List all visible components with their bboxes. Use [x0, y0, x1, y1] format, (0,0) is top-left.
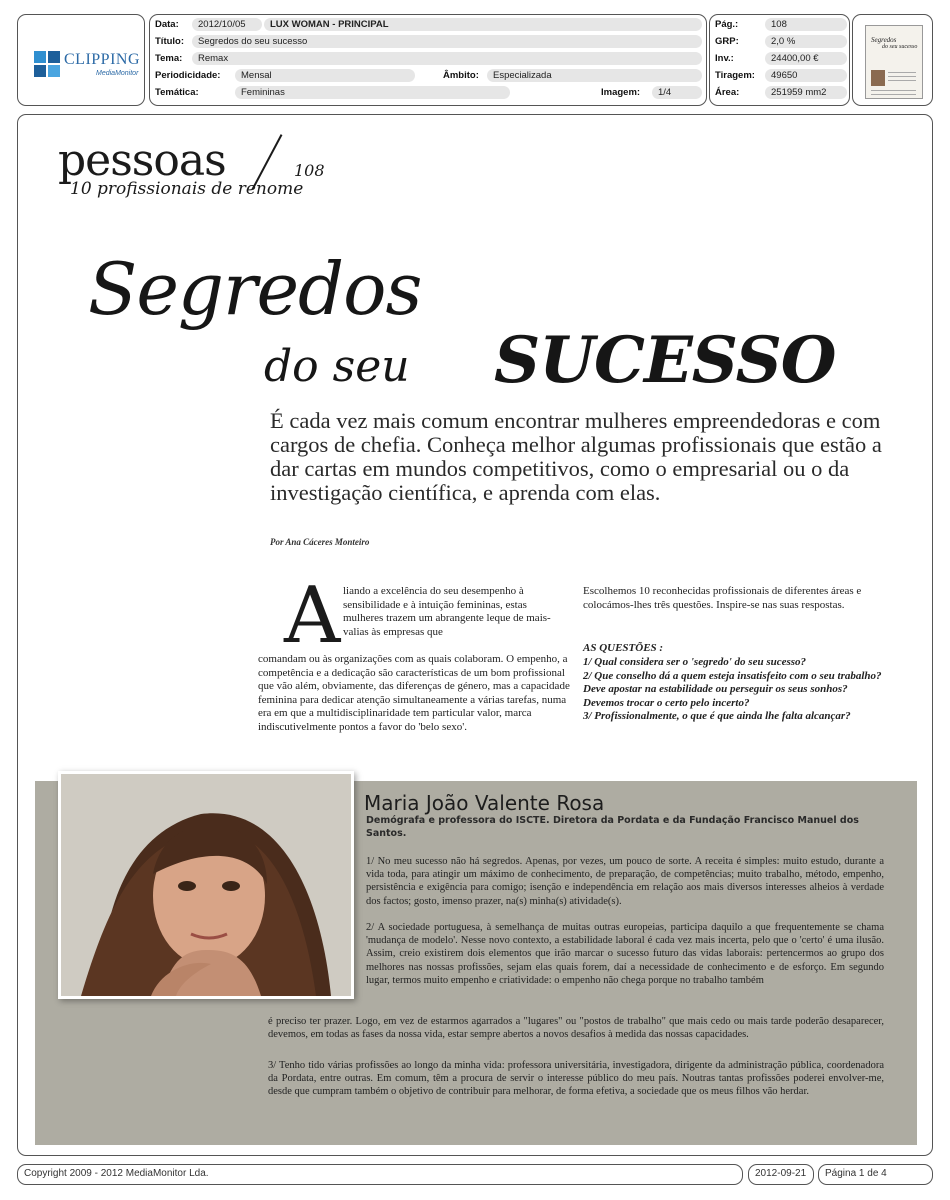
meta-row-tema: [153, 52, 703, 66]
thumbnail-photo: [871, 70, 885, 86]
stat-row-pag: [713, 18, 849, 32]
imagem-label: Imagem:: [601, 87, 641, 98]
grp-label: GRP:: [715, 36, 739, 47]
periodicidade-value: Mensal: [235, 69, 415, 82]
clipping-stats-panel: [709, 14, 850, 106]
thumbnail-subtitle: do seu sucesso: [882, 44, 918, 50]
profile-answer-2-continued: é preciso ter prazer. Logo, em vez de estarmos agarrados a "lugares" ou "postos de trabalho" que mais cedo ou mais tarde poderão desaparecer, devemos, em todas as fases da nossa vida, estar sempre abertos a novos desafios à medida das nossas capacidades.: [268, 1016, 884, 1041]
titulo-label: Título:: [155, 36, 185, 47]
grp-value: 2,0 %: [765, 35, 847, 48]
section-title: pessoas: [58, 135, 226, 186]
logo-icon: [34, 51, 60, 77]
portrait-photo: [58, 771, 354, 999]
question-item: 1/ Qual considera ser o 'segredo' do seu sucesso?: [583, 656, 807, 668]
footer-copyright-box: [17, 1164, 743, 1185]
periodicidade-label: Periodicidade:: [155, 70, 221, 81]
page-thumbnail[interactable]: [865, 25, 923, 99]
questions-heading: AS QUESTÕES :: [583, 642, 664, 654]
article-lead: É cada vez mais comum encontrar mulheres empreendedoras e com cargos de chefia. Conheça melhor algumas profissionais que estão a dar cartas em mundos competitivos, como o empresarial ou o da investigação científica, e aprenda com elas.: [270, 408, 882, 505]
thumbnail-title: Segredos: [871, 36, 897, 44]
footer-page-indicator: Página 1 de 4: [825, 1168, 887, 1179]
data-label: Data:: [155, 19, 179, 30]
publication-name: LUX WOMAN - PRINCIPAL: [264, 18, 702, 31]
question-item: 2/ Que conselho dá a quem esteja insatisfeito com o seu trabalho? Deve apostar na estabilidade ou perseguir os seus sonhos? Devemos trocar o certo pelo incerto?: [583, 669, 882, 709]
tema-value: Remax: [192, 52, 702, 65]
ambito-value: Especializada: [487, 69, 702, 82]
tema-label: Tema:: [155, 53, 183, 64]
clipping-logo-panel: [17, 14, 145, 106]
inv-label: Inv.:: [715, 53, 734, 64]
footer-copyright: Copyright 2009 - 2012 MediaMonitor Lda.: [24, 1168, 209, 1179]
section-subtitle: 10 profissionais de renome: [70, 179, 304, 199]
profile-role: Demógrafa e professora do ISCTE. Diretora da Pordata e da Fundação Francisco Manuel dos Santos.: [366, 815, 859, 839]
stat-row-inv: [713, 52, 849, 66]
headline-line-2: do seu: [264, 341, 410, 392]
tiragem-value: 49650: [765, 69, 847, 82]
area-value: 251959 mm2: [765, 86, 847, 99]
article-byline: Por Ana Cáceres Monteiro: [270, 537, 370, 547]
logo-text: CLIPPING: [64, 51, 141, 68]
tematica-value: Femininas: [235, 86, 510, 99]
stat-row-tiragem: [713, 69, 849, 83]
tiragem-label: Tiragem:: [715, 70, 755, 81]
intro-column-1-bottom: comandam ou às organizações com as quais colaboram. O empenho, a competência e a dedicação são características de um bom profissional que vão além, obviamente, das diferenças de género, mas a capacidade feminina para dedicar atenção simultaneamente a várias tarefas, numa era em que a multidisciplinaridade tem particular valor, marca indiscutivelmente pontos a favor do 'belo sexo'.: [258, 653, 570, 733]
area-label: Área:: [715, 87, 740, 98]
ambito-label: Âmbito:: [443, 70, 479, 81]
meta-row-periodicidade: [153, 69, 703, 83]
profile-answer-1: 1/ No meu sucesso não há segredos. Apenas, por vezes, um pouco de sorte. A receita é simples: muito estudo, durante a vida toda, para atingir um máximo de conhecimento, de preparação, de competências; muito trabalho, método, empenho, persistência e exigência para comigo; isenção e independência em relação aos mais diversos interesses alheios à verdade dos factos; gosto, imenso prazer, na(s) minha(s) atividade(s).: [366, 856, 884, 907]
stat-row-area: [713, 86, 849, 100]
imagem-value: 1/4: [652, 86, 702, 99]
stat-row-grp: [713, 35, 849, 49]
profile-answer-3: 3/ Tenho tido várias profissões ao longo da minha vida: professora universitária, investigadora, dirigente da administração pública, coordenadora da Pordata, entre outras. Em comum, têm a procura de servir o interesse público do meu país. Noutras tantas profissões poderei envolver-me, desde que cumpram também o objetivo de contribuir para melhorar, de forma efetiva, a sociedade que os meus filhos vão herdar.: [268, 1060, 884, 1098]
headline-line-1: Segredos: [88, 247, 422, 331]
drop-cap: A: [284, 571, 341, 661]
pag-label: Pág.:: [715, 19, 739, 30]
article-clipping: [17, 114, 933, 1156]
intro-column-1-top: liando a excelência do seu desempenho à sensibilidade e à intuição femininas, estas mulheres trazem um abrangente leque de mais-valias às empresas que: [343, 585, 551, 638]
data-value: 2012/10/05: [192, 18, 262, 31]
intro-column-2: Escolhemos 10 reconhecidas profissionais de diferentes áreas e colocámos-lhes três questões. Inspire-se nas suas respostas.: [583, 585, 862, 611]
tematica-label: Temática:: [155, 87, 199, 98]
footer-date: 2012-09-21: [755, 1168, 807, 1179]
profile-name: Maria João Valente Rosa: [364, 791, 605, 815]
meta-row-titulo: [153, 35, 703, 49]
clipping-metadata-panel: [149, 14, 707, 106]
inv-value: 24400,00 €: [765, 52, 847, 65]
footer-page-box: [818, 1164, 933, 1185]
footer-date-box: [748, 1164, 814, 1185]
question-item: 3/ Profissionalmente, o que é que ainda lhe falta alcançar?: [583, 710, 851, 723]
questions-list: [583, 656, 883, 724]
titulo-value: Segredos do seu sucesso: [192, 35, 702, 48]
pag-value: 108: [765, 18, 847, 31]
profile-answer-2: 2/ A sociedade portuguesa, à semelhança de muitas outras europeias, participa daquilo a que frequentemente se chama 'mudança de modelo'. Nesse novo contexto, a estabilidade laboral é cada vez mais incerta, pelo que o 'certo' é uma ilusão. Assim, creio existirem dois elementos que irão marcar o sucesso futuro das vidas laborais: pertencermos ao grupo dos melhores nas nossas profissões, sejam elas quais forem, daí a necessidade de conhecimento e de esforço. Em segundo lugar, termos muito empenho e criatividade: o empenho não chega porque no trabalho também: [366, 922, 884, 986]
meta-row-tematica: [153, 86, 703, 100]
section-page-number: 108: [294, 161, 325, 180]
headline-line-3: SUCESSO: [494, 323, 836, 398]
logo-subtext: MediaMonitor: [96, 70, 139, 77]
meta-row-data: [153, 18, 703, 32]
page-thumbnail-panel[interactable]: [852, 14, 933, 106]
